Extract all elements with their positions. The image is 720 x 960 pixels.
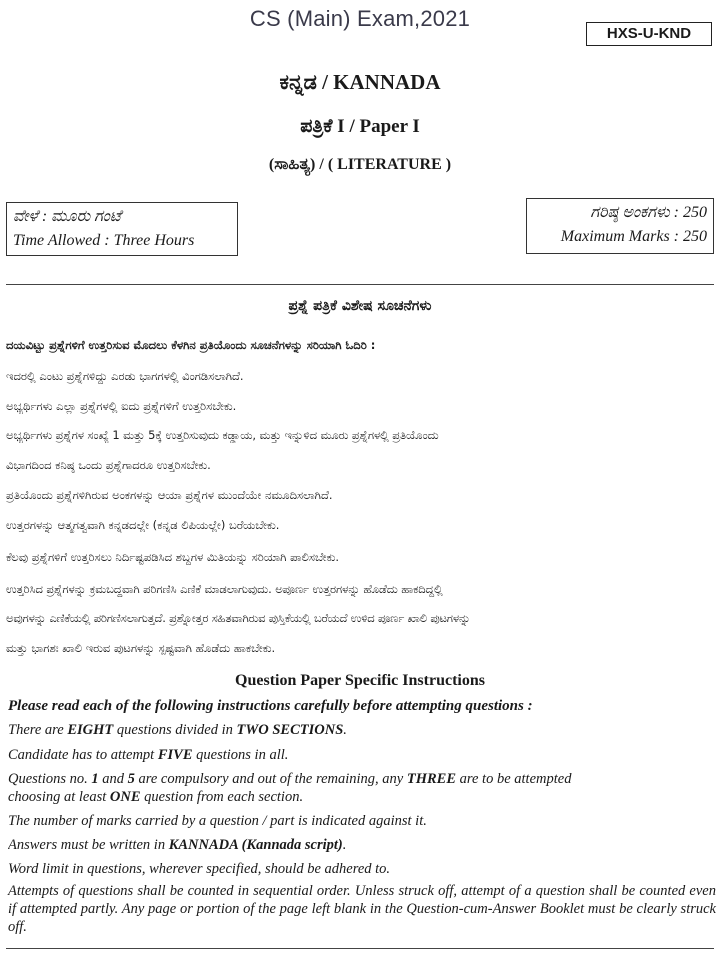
- text: questions in all.: [192, 747, 289, 763]
- english-instruction-line: [8, 746, 716, 764]
- paper-title: ಪತ್ರಿಕೆ I / Paper I: [300, 116, 420, 137]
- kannada-instruction-line: ಕೆಲವು ಪ್ರಶ್ನೆಗಳಿಗೆ ಉತ್ತರಿಸಲು ನಿರ್ದಿಷ್ಟಪಡಿಸಿದ ಶಬ್ದಗಳ ಮಿತಿಯನ್ನು ಸರಿಯಾಗಿ ಪಾಲಿಸಬೇಕು.: [6, 550, 340, 564]
- kannada-instruction-line: ಅಭ್ಯರ್ಥಿಗಳು ಎಲ್ಲಾ ಪ್ರಶ್ನೆಗಳಲ್ಲಿ ಐದು ಪ್ರಶ್ನೆಗಳಿಗೆ ಉತ್ತರಿಸಬೇಕು.: [6, 399, 237, 413]
- kannada-instruction-line: ಅವುಗಳನ್ನು ಎಣಿಕೆಯಲ್ಲಿ ಪರಿಗಣಿಸಲಾಗುತ್ತದೆ. ಪ್ರಶ್ನೋತ್ತರ ಸಹಿತವಾಗಿರುವ ಪುಸ್ತಿಕೆಯಲ್ಲಿ ಬರೆಯದೆ ಉಳಿದ ಪೂರ್ಣ ಖಾಲಿ ಪುಟಗಳನ್ನು: [6, 611, 471, 625]
- emphasis: KANNADA (Kannada script): [168, 837, 343, 853]
- maximum-marks-box: [526, 198, 714, 254]
- text: Questions no.: [8, 771, 92, 787]
- exam-title: CS (Main) Exam,2021: [249, 6, 471, 31]
- english-instructions-heading: Question Paper Specific Instructions: [235, 672, 485, 689]
- english-instruction-line: [8, 836, 716, 854]
- kannada-instruction-line: ಅಭ್ಯರ್ಥಿಗಳು ಪ್ರಶ್ನೆಗಳ ಸಂಖ್ಯೆ 1 ಮತ್ತು 5ಕ್ಕೆ ಉತ್ತರಿಸುವುದು ಕಡ್ಡಾಯ, ಮತ್ತು ಇನ್ನುಳಿದ ಮೂರು ಪ್ರಶ್ನೆಗಳಲ್ಲಿ ಪ್ರತಿಯೊಂದು: [6, 428, 439, 442]
- divider-bottom: [6, 948, 714, 949]
- kannada-instruction-line: ಮತ್ತು ಭಾಗಶಃ ಖಾಲಿ ಇರುವ ಪುಟಗಳನ್ನು ಸ್ಪಷ್ಟವಾಗಿ ಹೊಡೆದು ಹಾಕಬೇಕು.: [6, 641, 276, 655]
- kannada-instructions-heading: ಪ್ರಶ್ನೆ ಪತ್ರಿಕೆ ವಿಶೇಷ ಸೂಚನೆಗಳು: [288, 298, 432, 314]
- time-allowed-kannada: ವೇಳೆ : ಮೂರು ಗಂಟೆ: [13, 208, 122, 225]
- text: .: [343, 722, 347, 738]
- emphasis: THREE: [406, 771, 457, 787]
- subject-title: ಕನ್ನಡ / KANNADA: [279, 70, 441, 94]
- time-allowed-box: [6, 202, 238, 256]
- text: Candidate has to attempt: [8, 747, 158, 763]
- english-instruction-line: [8, 770, 716, 788]
- kannada-instructions-intro: ದಯವಿಟ್ಟು ಪ್ರಶ್ನೆಗಳಿಗೆ ಉತ್ತರಿಸುವ ಮೊದಲು ಕೆಳಗಿನ ಪ್ರತಿಯೊಂದು ಸೂಚನೆಗಳನ್ನು ಸರಿಯಾಗಿ ಓದಿರಿ :: [6, 338, 376, 352]
- text: and: [98, 771, 128, 787]
- kannada-instruction-line: ಪ್ರತಿಯೊಂದು ಪ್ರಶ್ನೆಗಳಿಗಿರುವ ಅಂಕಗಳನ್ನು ಆಯಾ ಪ್ರಶ್ನೆಗಳ ಮುಂದೆಯೇ ನಮೂದಿಸಲಾಗಿದೆ.: [6, 488, 333, 502]
- emphasis: FIVE: [157, 747, 193, 763]
- time-allowed-english: Time Allowed : Three Hours: [13, 232, 195, 249]
- kannada-instruction-line: ವಿಭಾಗದಿಂದ ಕನಿಷ್ಠ ಒಂದು ಪ್ರಶ್ನೆಗಾದರೂ ಉತ್ತರಿಸಬೇಕು.: [6, 458, 211, 472]
- text: are compulsory and out of the remaining, any: [134, 771, 407, 787]
- text: question from each section.: [140, 789, 304, 805]
- emphasis: 5: [127, 771, 135, 787]
- paper-code-box: HXS-U-KND: [586, 22, 712, 46]
- english-instructions-intro: Please read each of the following instructions carefully before attempting questions :: [8, 698, 533, 714]
- english-instruction-line: [8, 721, 716, 739]
- divider-top: [6, 284, 714, 285]
- kannada-instruction-line: ಉತ್ತರಿಸಿದ ಪ್ರಶ್ನೆಗಳನ್ನು ಕ್ರಮಬದ್ಧವಾಗಿ ಪರಿಗಣಿಸಿ ಎಣಿಕೆ ಮಾಡಲಾಗುವುದು. ಅಪೂರ್ಣ ಉತ್ತರಗಳನ್ನು ಹೊಡೆದು ಹಾಕದಿದ್ದಲ್ಲಿ: [6, 582, 443, 596]
- text: choosing at least: [8, 789, 110, 805]
- emphasis: TWO SECTIONS: [236, 722, 344, 738]
- emphasis: EIGHT: [67, 722, 114, 738]
- text: There are: [8, 722, 68, 738]
- kannada-instruction-line: ಇದರಲ್ಲಿ ಎಂಟು ಪ್ರಶ್ನೆಗಳಿದ್ದು ಎರಡು ಭಾಗಗಳಲ್ಲಿ ವಿಂಗಡಿಸಲಾಗಿದೆ.: [6, 369, 244, 383]
- english-instruction-line: The number of marks carried by a question / part is indicated against it.: [8, 813, 427, 829]
- text: questions divided in: [113, 722, 237, 738]
- maximum-marks-kannada: ಗರಿಷ್ಠ ಅಂಕಗಳು : 250: [590, 204, 707, 221]
- text: .: [342, 837, 347, 853]
- text: are to be attempted: [456, 771, 572, 787]
- emphasis: ONE: [109, 789, 141, 805]
- maximum-marks-english: Maximum Marks : 250: [560, 228, 707, 245]
- english-instruction-line: Word limit in questions, wherever specified, should be adhered to.: [8, 861, 391, 877]
- english-instruction-line: [8, 788, 716, 806]
- emphasis: 1: [91, 771, 99, 787]
- english-instruction-paragraph: Attempts of questions shall be counted in sequential order. Unless struck off, attempt of a question shall be counted even if attempted partly. Any page or portion of the page left blank in the Question-cum-Answer Booklet must be clearly struck off.: [8, 883, 716, 935]
- text: Answers must be written in: [8, 837, 169, 853]
- section-title: (ಸಾಹಿತ್ಯ) / ( LITERATURE ): [268, 156, 452, 173]
- kannada-instruction-line: ಉತ್ತರಗಳನ್ನು ಆತ್ಮಗತ್ವವಾಗಿ ಕನ್ನಡದಲ್ಲೇ (ಕನ್ನಡ ಲಿಪಿಯಲ್ಲೇ) ಬರೆಯಬೇಕು.: [6, 518, 280, 532]
